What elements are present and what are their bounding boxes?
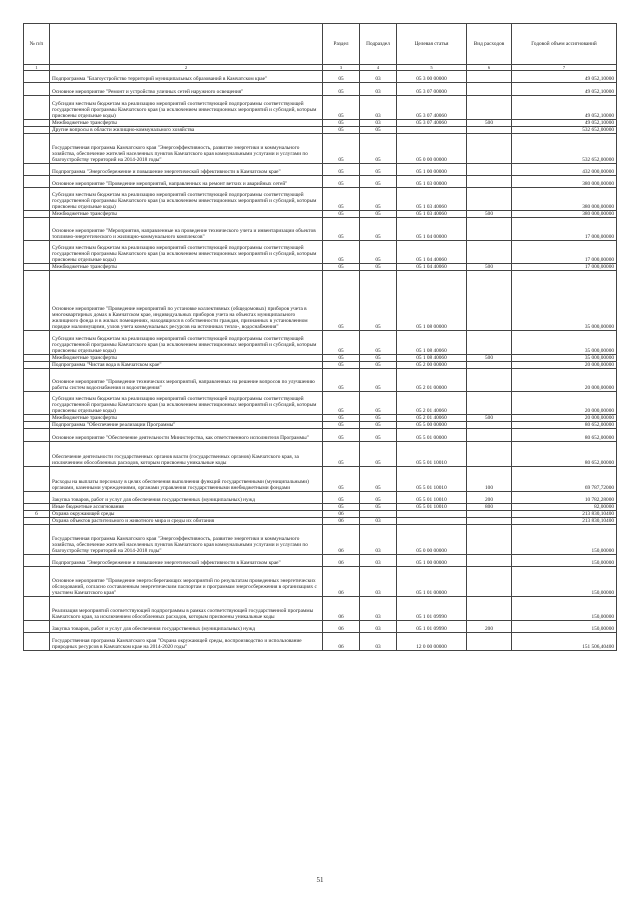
cell-expense: [467, 442, 512, 467]
header-section: Раздел: [323, 24, 360, 65]
cell-subsection: 05: [360, 331, 397, 355]
cell-expense: 500: [467, 264, 512, 271]
cell-no: [24, 211, 50, 218]
cell-amount: 20 000,00000: [512, 392, 617, 415]
cell-no: [24, 525, 50, 555]
cell-target: 05 5 01 10010: [397, 467, 467, 492]
cell-amount: 80 652,00000: [512, 422, 617, 429]
cell-section: 05: [323, 211, 360, 218]
cell-subsection: 05: [360, 164, 397, 176]
cell-subsection: 03: [360, 518, 397, 525]
cell-no: [24, 71, 50, 83]
cell-target: 05 1 01 00000: [397, 567, 467, 597]
cell-section: 05: [323, 442, 360, 467]
column-number: 4: [360, 65, 397, 71]
cell-amount: 150,00000: [512, 555, 617, 567]
cell-target: 05 1 08 00000: [397, 271, 467, 331]
cell-expense: [467, 392, 512, 415]
cell-amount: 213 830,10400: [512, 518, 617, 525]
cell-amount: 35 000,00000: [512, 355, 617, 362]
cell-target: 05 2 00 00000: [397, 362, 467, 369]
cell-no: [24, 369, 50, 392]
table-row: [24, 422, 617, 429]
cell-no: [24, 218, 50, 241]
cell-target: 05 2 01 00000: [397, 369, 467, 392]
cell-amount: 49 052,10000: [512, 71, 617, 83]
cell-name: Межбюджетные трансферты: [50, 120, 323, 127]
cell-subsection: 05: [360, 422, 397, 429]
cell-target: 05 3 07 40060: [397, 96, 467, 120]
cell-amount: 532 652,00000: [512, 127, 617, 134]
table-row: [24, 120, 617, 127]
table-row: [24, 241, 617, 264]
table-row: [24, 271, 617, 331]
cell-amount: 17 000,00000: [512, 241, 617, 264]
cell-no: [24, 467, 50, 492]
cell-subsection: 03: [360, 633, 397, 651]
cell-subsection: 03: [360, 71, 397, 83]
cell-expense: 200: [467, 492, 512, 504]
cell-name: Межбюджетные трансферты: [50, 211, 323, 218]
cell-expense: [467, 633, 512, 651]
table-row: [24, 127, 617, 134]
cell-name: Закупка товаров, работ и услуг для обеспечения государственных (муниципальных) нужд: [50, 621, 323, 633]
cell-target: 05 5 01 10010: [397, 492, 467, 504]
cell-section: 05: [323, 264, 360, 271]
cell-amount: 82,00000: [512, 504, 617, 511]
cell-no: [24, 96, 50, 120]
header-row: [24, 24, 617, 65]
cell-no: [24, 362, 50, 369]
cell-name: Подпрограмма "Энергосбережение и повышение энергетической эффективности в Камчатском крае": [50, 555, 323, 567]
cell-name: Государственная программа Камчатского края "Энергоэффективность, развитие энергетики и коммунального хозяйства, обеспечение жителей населенных пунктов Камчатского края коммунальными услугами и услугами по благоустройству территорий на 2014-2018 годы": [50, 525, 323, 555]
cell-amount: 150,00000: [512, 525, 617, 555]
cell-amount: 380 000,00000: [512, 211, 617, 218]
header-subsection: Подраздел: [360, 24, 397, 65]
cell-amount: 80 652,00000: [512, 442, 617, 467]
table-row: [24, 567, 617, 597]
cell-expense: 200: [467, 621, 512, 633]
cell-amount: 213 830,10400: [512, 511, 617, 518]
cell-expense: 500: [467, 415, 512, 422]
cell-target: 05 3 07 40060: [397, 120, 467, 127]
header-target: Целевая статья: [397, 24, 467, 65]
cell-subsection: 03: [360, 525, 397, 555]
cell-section: 05: [323, 415, 360, 422]
table-row: [24, 442, 617, 467]
cell-no: [24, 621, 50, 633]
cell-subsection: 05: [360, 241, 397, 264]
cell-no: 6: [24, 511, 50, 518]
cell-subsection: 05: [360, 127, 397, 134]
cell-name: Другие вопросы в области жилищно-коммунального хозяйства: [50, 127, 323, 134]
cell-subsection: 03: [360, 621, 397, 633]
cell-section: 05: [323, 218, 360, 241]
cell-section: 05: [323, 127, 360, 134]
table-row: [24, 525, 617, 555]
cell-no: [24, 331, 50, 355]
cell-target: 05 3 07 00000: [397, 83, 467, 96]
cell-amount: 10 782,28000: [512, 492, 617, 504]
table-row: [24, 518, 617, 525]
cell-expense: [467, 218, 512, 241]
cell-name: Подпрограмма "Благоустройство территорий муниципальных образований в Камчатском крае": [50, 71, 323, 83]
header-expense: Вид расходов: [467, 24, 512, 65]
cell-expense: 500: [467, 120, 512, 127]
cell-name: Обеспечение деятельности государственных органов власти (государственных органов) Камчатского края, за исключением обособленных расходов, которым присвоены уникальные коды: [50, 442, 323, 467]
cell-expense: [467, 429, 512, 442]
table-body: [24, 71, 617, 651]
cell-name: Подпрограмма "Чистая вода в Камчатском крае": [50, 362, 323, 369]
cell-name: Основное мероприятие "Проведение мероприятий, направленных на ремонт ветхих и аварийных сетей": [50, 176, 323, 188]
cell-amount: 49 052,10000: [512, 120, 617, 127]
cell-subsection: 05: [360, 467, 397, 492]
column-number: 5: [397, 65, 467, 71]
cell-no: [24, 492, 50, 504]
table-row: [24, 511, 617, 518]
cell-section: 06: [323, 633, 360, 651]
cell-section: 05: [323, 83, 360, 96]
cell-no: [24, 567, 50, 597]
cell-expense: [467, 134, 512, 164]
cell-amount: 432 000,00000: [512, 164, 617, 176]
cell-amount: 49 052,10000: [512, 83, 617, 96]
cell-section: 05: [323, 241, 360, 264]
cell-expense: 800: [467, 504, 512, 511]
cell-target: 12 0 00 00000: [397, 633, 467, 651]
cell-name: Межбюджетные трансферты: [50, 355, 323, 362]
cell-name: Основное мероприятие "Мероприятия, направленные на проведение технического учета и инвентаризации объектов топливно-энергетического и жилищно-коммунального комплексов": [50, 218, 323, 241]
table-row: [24, 218, 617, 241]
column-number: 3: [323, 65, 360, 71]
cell-name: Закупка товаров, работ и услуг для обеспечения государственных (муниципальных) нужд: [50, 492, 323, 504]
cell-section: 05: [323, 392, 360, 415]
cell-subsection: 05: [360, 218, 397, 241]
cell-target: 05 1 01 09990: [397, 597, 467, 621]
cell-amount: 150,00000: [512, 567, 617, 597]
cell-no: [24, 241, 50, 264]
cell-expense: [467, 597, 512, 621]
cell-section: 05: [323, 504, 360, 511]
cell-target: 05 5 01 00000: [397, 429, 467, 442]
cell-name: Основное мероприятие "Обеспечение деятельности Министерства, как ответственного исполнителя Программы": [50, 429, 323, 442]
table-row: [24, 96, 617, 120]
cell-amount: 17 000,00000: [512, 264, 617, 271]
cell-target: 05 5 01 10010: [397, 442, 467, 467]
cell-name: Субсидии местным бюджетам на реализацию мероприятий соответствующей подпрограммы соответствующей государственной программы Камчатского края (за исключением инвестиционных мероприятий и субсидий, которым присвоены отдельные коды): [50, 188, 323, 211]
table-row: [24, 429, 617, 442]
cell-section: 05: [323, 369, 360, 392]
cell-target: [397, 511, 467, 518]
cell-section: 05: [323, 362, 360, 369]
cell-amount: 151 506,40400: [512, 633, 617, 651]
cell-section: 05: [323, 331, 360, 355]
cell-no: [24, 415, 50, 422]
cell-no: [24, 264, 50, 271]
cell-name: Субсидии местным бюджетам на реализацию мероприятий соответствующей подпрограммы соответствующей государственной программы Камчатского края (за исключением инвестиционных мероприятий и субсидий, которым присвоены отдельные коды): [50, 392, 323, 415]
table-row: [24, 555, 617, 567]
cell-target: [397, 127, 467, 134]
cell-subsection: 05: [360, 134, 397, 164]
table-row: [24, 355, 617, 362]
cell-target: 05 1 08 40060: [397, 331, 467, 355]
cell-expense: [467, 188, 512, 211]
cell-target: 05 3 00 00000: [397, 71, 467, 83]
cell-section: 05: [323, 96, 360, 120]
cell-no: [24, 392, 50, 415]
cell-subsection: [360, 511, 397, 518]
cell-subsection: 03: [360, 555, 397, 567]
cell-expense: 500: [467, 211, 512, 218]
cell-target: 05 5 00 00000: [397, 422, 467, 429]
table-row: [24, 211, 617, 218]
page-number: 51: [316, 876, 324, 884]
cell-amount: 380 000,00000: [512, 176, 617, 188]
cell-no: [24, 518, 50, 525]
cell-target: 05 2 01 40060: [397, 392, 467, 415]
cell-amount: 35 000,00000: [512, 331, 617, 355]
cell-name: Охрана окружающей среды: [50, 511, 323, 518]
cell-subsection: 05: [360, 362, 397, 369]
table-row: [24, 176, 617, 188]
cell-subsection: 03: [360, 567, 397, 597]
table-row: [24, 369, 617, 392]
cell-name: Основное мероприятие "Проведение энергосберегающих мероприятий по результатам проведенных энергетических обследований, согласно составленным энергетическим паспортам и программам энергосбережения в организациях с участием Камчатского края": [50, 567, 323, 597]
cell-no: [24, 422, 50, 429]
cell-name: Основное мероприятие "Проведение технических мероприятий, направленных на решение вопросов по улучшению работы систем водоснабжения и водоотведения": [50, 369, 323, 392]
cell-name: Подпрограмма "Обеспечение реализации Программы": [50, 422, 323, 429]
cell-subsection: 05: [360, 176, 397, 188]
table-row: [24, 83, 617, 96]
cell-expense: [467, 555, 512, 567]
cell-no: [24, 504, 50, 511]
cell-expense: [467, 71, 512, 83]
cell-expense: [467, 525, 512, 555]
cell-subsection: 03: [360, 597, 397, 621]
table-row: [24, 467, 617, 492]
cell-target: 05 1 04 40060: [397, 241, 467, 264]
cell-subsection: 03: [360, 120, 397, 127]
cell-subsection: 03: [360, 83, 397, 96]
cell-no: [24, 127, 50, 134]
cell-amount: 532 652,00000: [512, 134, 617, 164]
cell-no: [24, 134, 50, 164]
cell-amount: 80 652,00000: [512, 429, 617, 442]
cell-section: 05: [323, 271, 360, 331]
cell-expense: [467, 271, 512, 331]
cell-no: [24, 429, 50, 442]
cell-amount: 20 000,00000: [512, 415, 617, 422]
table-row: [24, 331, 617, 355]
cell-expense: [467, 362, 512, 369]
cell-subsection: 05: [360, 188, 397, 211]
cell-name: Иные бюджетные ассигнования: [50, 504, 323, 511]
cell-section: 06: [323, 518, 360, 525]
table-row: [24, 597, 617, 621]
cell-amount: 69 787,72000: [512, 467, 617, 492]
table-row: [24, 188, 617, 211]
cell-target: 05 5 01 10010: [397, 504, 467, 511]
cell-no: [24, 271, 50, 331]
cell-subsection: 05: [360, 492, 397, 504]
cell-name: Подпрограмма "Энергосбережение и повышение энергетической эффективности в Камчатском крае": [50, 164, 323, 176]
cell-name: Расходы на выплаты персоналу в целях обеспечения выполнения функций государственными (муниципальными) органами, казенными учреждениями, органами управления государственными внебюджетными фондами: [50, 467, 323, 492]
cell-amount: 20 000,00000: [512, 362, 617, 369]
cell-expense: [467, 422, 512, 429]
table-row: [24, 415, 617, 422]
column-number: 1: [24, 65, 50, 71]
cell-expense: [467, 83, 512, 96]
cell-subsection: 05: [360, 355, 397, 362]
cell-target: 05 1 03 40060: [397, 211, 467, 218]
cell-name: Субсидии местным бюджетам на реализацию мероприятий соответствующей подпрограммы соответствующей государственной программы Камчатского края (за исключением инвестиционных мероприятий и субсидий, которым присвоены отдельные коды): [50, 96, 323, 120]
cell-name: Основное мероприятие "Проведение мероприятий по установке коллективных (общедомовых) приборов учета в многоквартирных домах в Камчатском крае, индивидуальных приборов учета на объектах муниципального жилищного фонда и в жилых помещениях, находящихся в собственности граждан, признанных в установленном порядке малоимущими, узлов учета коммунальных ресурсов на источниках тепло-, водоснабжения": [50, 271, 323, 331]
cell-name: Реализация мероприятий соответствующей подпрограммы в рамках соответствующей государственной программы Камчатского края, за исключением обособленных расходов, которым присвоены уникальные коды: [50, 597, 323, 621]
cell-section: 05: [323, 176, 360, 188]
cell-expense: [467, 369, 512, 392]
table-row: [24, 134, 617, 164]
cell-target: 05 1 08 40060: [397, 355, 467, 362]
cell-amount: 17 000,00000: [512, 218, 617, 241]
cell-section: 06: [323, 597, 360, 621]
cell-expense: 100: [467, 467, 512, 492]
cell-section: 05: [323, 134, 360, 164]
cell-subsection: 05: [360, 442, 397, 467]
cell-section: 05: [323, 429, 360, 442]
cell-section: 05: [323, 355, 360, 362]
table-row: [24, 492, 617, 504]
cell-name: Государственная программа Камчатского края "Охрана окружающей среды, воспроизводство и использование природных ресурсов в Камчатском крае на 2014-2020 годы": [50, 633, 323, 651]
cell-target: 05 1 00 00000: [397, 164, 467, 176]
cell-amount: 150,00000: [512, 597, 617, 621]
cell-expense: [467, 511, 512, 518]
cell-target: 05 0 00 00000: [397, 134, 467, 164]
cell-target: 05 1 04 40060: [397, 264, 467, 271]
cell-no: [24, 442, 50, 467]
cell-section: 05: [323, 71, 360, 83]
table-row: [24, 392, 617, 415]
header-amount: Годовой объем ассигнований: [512, 24, 617, 65]
table-row: [24, 504, 617, 511]
cell-expense: [467, 96, 512, 120]
table-row: [24, 362, 617, 369]
cell-subsection: 03: [360, 96, 397, 120]
cell-no: [24, 355, 50, 362]
cell-expense: 500: [467, 355, 512, 362]
cell-no: [24, 83, 50, 96]
cell-expense: [467, 518, 512, 525]
cell-subsection: 05: [360, 429, 397, 442]
cell-name: Основное мероприятие "Ремонт и устройство уличных сетей наружного освещения": [50, 83, 323, 96]
cell-name: Межбюджетные трансферты: [50, 264, 323, 271]
cell-section: 05: [323, 188, 360, 211]
cell-amount: 49 052,10000: [512, 96, 617, 120]
cell-section: 05: [323, 164, 360, 176]
budget-table: [23, 23, 617, 651]
table-row: [24, 164, 617, 176]
table-row: [24, 633, 617, 651]
cell-no: [24, 555, 50, 567]
cell-section: 06: [323, 525, 360, 555]
table-row: [24, 264, 617, 271]
header-no: № п/п: [24, 24, 50, 65]
column-number: 7: [512, 65, 617, 71]
cell-subsection: 05: [360, 369, 397, 392]
cell-subsection: 05: [360, 392, 397, 415]
cell-expense: [467, 127, 512, 134]
cell-no: [24, 164, 50, 176]
cell-section: 06: [323, 567, 360, 597]
cell-expense: [467, 331, 512, 355]
cell-expense: [467, 567, 512, 597]
cell-target: [397, 518, 467, 525]
cell-subsection: 05: [360, 271, 397, 331]
cell-target: 05 0 00 00000: [397, 525, 467, 555]
cell-expense: [467, 164, 512, 176]
cell-target: 05 1 03 40060: [397, 188, 467, 211]
cell-section: 05: [323, 467, 360, 492]
cell-target: 05 1 00 00000: [397, 555, 467, 567]
cell-no: [24, 188, 50, 211]
cell-name: Межбюджетные трансферты: [50, 415, 323, 422]
column-number: 2: [50, 65, 323, 71]
cell-amount: 20 000,00000: [512, 369, 617, 392]
cell-amount: 380 000,00000: [512, 188, 617, 211]
table-row: [24, 621, 617, 633]
cell-target: 05 1 01 09990: [397, 621, 467, 633]
cell-no: [24, 633, 50, 651]
cell-target: 05 1 03 00000: [397, 176, 467, 188]
column-number: 6: [467, 65, 512, 71]
cell-subsection: 05: [360, 504, 397, 511]
cell-no: [24, 597, 50, 621]
cell-subsection: 05: [360, 415, 397, 422]
cell-expense: [467, 241, 512, 264]
header-name: [50, 24, 323, 65]
cell-section: 06: [323, 555, 360, 567]
cell-section: 05: [323, 492, 360, 504]
cell-no: [24, 176, 50, 188]
cell-section: 06: [323, 621, 360, 633]
cell-subsection: 05: [360, 264, 397, 271]
cell-amount: 35 000,00000: [512, 271, 617, 331]
cell-name: Субсидии местным бюджетам на реализацию мероприятий соответствующей подпрограммы соответствующей государственной программы Камчатского края (за исключением инвестиционных мероприятий и субсидий, которым присвоены отдельные коды): [50, 241, 323, 264]
table-row: [24, 71, 617, 83]
cell-amount: 150,00000: [512, 621, 617, 633]
cell-section: 05: [323, 120, 360, 127]
cell-expense: [467, 176, 512, 188]
cell-name: Субсидии местным бюджетам на реализацию мероприятий соответствующей подпрограммы соответствующей государственной программы Камчатского края (за исключением инвестиционных мероприятий и субсидий, которым присвоены отдельные коды): [50, 331, 323, 355]
cell-section: 05: [323, 422, 360, 429]
cell-target: 05 2 01 40060: [397, 415, 467, 422]
cell-target: 05 1 04 00000: [397, 218, 467, 241]
cell-subsection: 05: [360, 211, 397, 218]
cell-section: 06: [323, 511, 360, 518]
cell-no: [24, 120, 50, 127]
cell-name: Государственная программа Камчатского края "Энергоэффективность, развитие энергетики и коммунального хозяйства, обеспечение жителей населенных пунктов Камчатского края коммунальными услугами и услугами по благоустройству территорий на 2014-2018 годы": [50, 134, 323, 164]
cell-name: Охрана объектов растительного и животного мира и среды их обитания: [50, 518, 323, 525]
